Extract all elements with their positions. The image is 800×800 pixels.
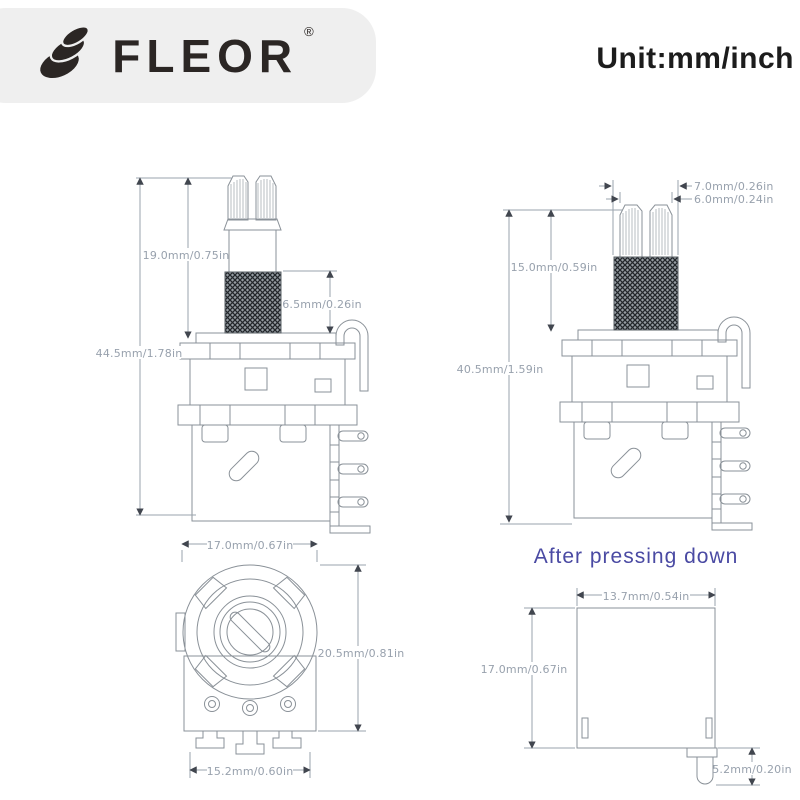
- top-view-body: [176, 565, 317, 754]
- pressed-dimension-lines: [500, 180, 692, 524]
- dim-knob-tip-width: 7.0mm/0.26in: [694, 180, 774, 193]
- dim-bushing-height: 6.5mm/0.26in: [282, 298, 362, 311]
- pressed-detail-diagram: [480, 588, 792, 785]
- dim-shaft-protrusion: 5.2mm/0.20in: [712, 763, 792, 776]
- brand-name: FLEOR: [112, 29, 299, 82]
- dim-total-height: 44.5mm/1.78in: [95, 347, 183, 360]
- pressed-caption: After pressing down: [533, 545, 739, 568]
- side-view-diagram: [96, 176, 370, 562]
- pot-shaft: [224, 176, 281, 333]
- dim-pressed-total-height: 40.5mm/1.59in: [456, 363, 544, 376]
- dim-detail-width: 13.7mm/0.54in: [602, 590, 690, 603]
- side-view-pressed-diagram: [457, 180, 774, 568]
- pot-shaft-pressed: [614, 205, 678, 330]
- dim-body-width: 17.0mm/0.67in: [206, 539, 294, 552]
- unit-label: Unit:mm/inch: [596, 42, 794, 75]
- dim-shaft-width: 6.0mm/0.24in: [694, 193, 774, 206]
- dim-detail-height: 17.0mm/0.67in: [480, 663, 568, 676]
- dim-terminal-span: 15.2mm/0.60in: [206, 765, 294, 778]
- dim-pressed-shaft-height: 15.0mm/0.59in: [510, 261, 598, 274]
- top-view-diagram: [176, 565, 404, 778]
- dim-topview-height: 20.5mm/0.81in: [317, 647, 405, 660]
- detail-dimension-lines: [524, 588, 760, 785]
- registered-mark-icon: ®: [304, 24, 314, 39]
- dim-shaft-height: 19.0mm/0.75in: [142, 249, 230, 262]
- detail-body: [577, 608, 717, 784]
- side-view-dimension-lines: [136, 178, 337, 562]
